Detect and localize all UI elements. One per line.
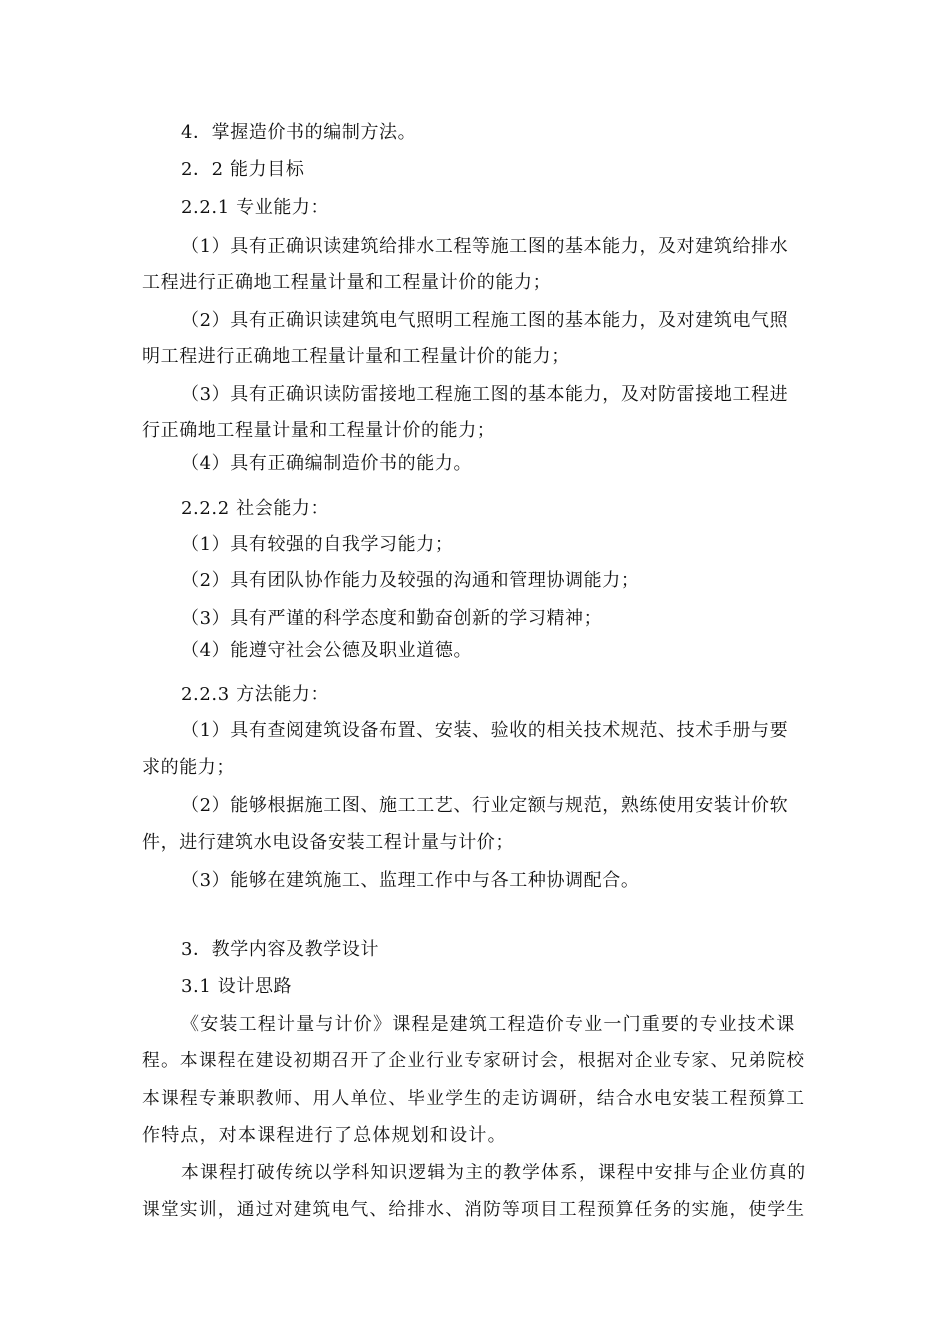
paragraph-line: 本课程打破传统以学科知识逻辑为主的教学体系，课程中安排与企业仿真的 [181, 1163, 807, 1183]
subsection-heading-2-2-1: 2.2.1 专业能力： [181, 197, 330, 218]
list-item: （1）具有较强的自我学习能力； [181, 534, 454, 555]
paragraph-line: 明工程进行正确地工程量计量和工程量计价的能力； [142, 346, 570, 367]
paragraph-line: （2）具有正确识读建筑电气照明工程施工图的基本能力，及对建筑电气照 [181, 310, 789, 331]
paragraph-line: 作特点，对本课程进行了总体规划和设计。 [142, 1125, 507, 1146]
list-item: （2）具有团队协作能力及较强的沟通和管理协调能力； [181, 570, 640, 591]
paragraph-line: 课堂实训，通过对建筑电气、给排水、消防等项目工程预算任务的实施，使学生 [142, 1200, 806, 1220]
subsection-heading-2-2-2: 2.2.2 社会能力： [181, 498, 330, 519]
paragraph-line: 行正确地工程量计量和工程量计价的能力； [142, 420, 496, 441]
list-item-objective-4: 4．掌握造价书的编制方法。 [181, 122, 417, 143]
paragraph-line: （2）能够根据施工图、施工工艺、行业定额与规范，熟练使用安装计价软 [181, 795, 789, 816]
paragraph-line: 本课程专兼职教师、用人单位、毕业学生的走访调研，结合水电安装工程预算工 [142, 1089, 806, 1109]
subsection-heading-3-1: 3.1 设计思路 [181, 976, 293, 997]
paragraph-line: 程。本课程在建设初期召开了企业行业专家研讨会，根据对企业专家、兄弟院校 [142, 1051, 806, 1071]
list-item: （3）能够在建筑施工、监理工作中与各工种协调配合。 [181, 870, 640, 891]
paragraph-line: 《安装工程计量与计价》课程是建筑工程造价专业一门重要的专业技术课 [181, 1014, 796, 1035]
paragraph-line: （1）具有正确识读建筑给排水工程等施工图的基本能力，及对建筑给排水 [181, 236, 789, 257]
paragraph-line: 求的能力； [142, 757, 235, 778]
list-item: （3）具有严谨的科学态度和勤奋创新的学习精神； [181, 608, 603, 629]
paragraph-line: 件，进行建筑水电设备安装工程计量与计价； [142, 832, 514, 853]
section-heading-2-2: 2．2 能力目标 [181, 159, 305, 180]
subsection-heading-2-2-3: 2.2.3 方法能力： [181, 684, 330, 705]
list-item: （4）能遵守社会公德及职业道德。 [181, 640, 473, 661]
paragraph-line: （1）具有查阅建筑设备布置、安装、验收的相关技术规范、技术手册与要 [181, 720, 789, 741]
list-item: （4）具有正确编制造价书的能力。 [181, 453, 473, 474]
paragraph-line: （3）具有正确识读防雷接地工程施工图的基本能力，及对防雷接地工程进 [181, 384, 789, 405]
paragraph-line: 工程进行正确地工程量计量和工程量计价的能力； [142, 272, 552, 293]
section-heading-3: 3．教学内容及教学设计 [181, 939, 380, 960]
